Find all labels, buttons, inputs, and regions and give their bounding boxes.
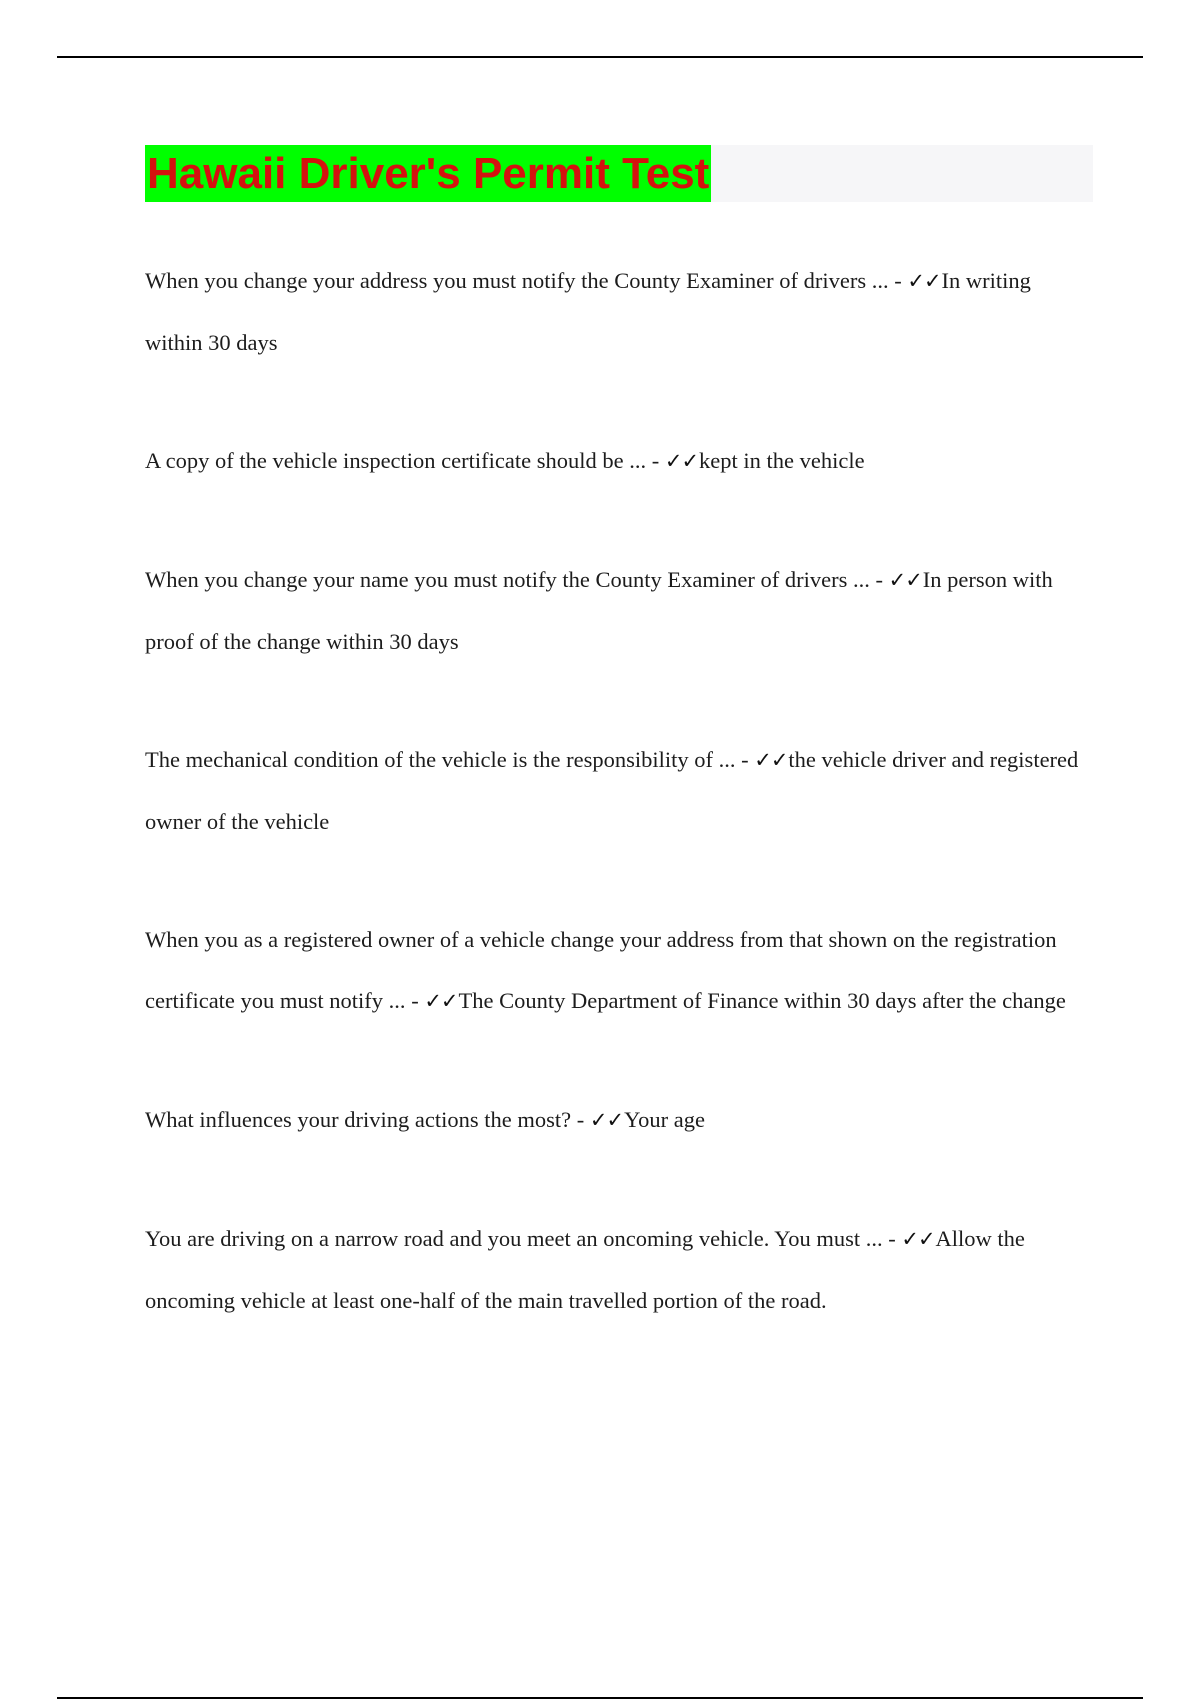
top-rule [57,56,1143,58]
bottom-rule [57,1697,1143,1699]
separator: - [735,747,755,772]
answer-text: The County Department of Finance within 30 days after the change [458,988,1066,1013]
double-check-icon: ✓✓ [901,1227,935,1251]
qa-item [145,549,1085,672]
question-text: A copy of the vehicle inspection certificate should be ... [145,448,647,473]
qa-item [145,1089,1085,1151]
double-check-icon: ✓✓ [664,449,699,473]
question-text: You are driving on a narrow road and you meet an oncoming vehicle. You must ... [145,1226,883,1251]
question-text: When you change your name you must notify the County Examiner of drivers ... [145,567,870,592]
answer-text: Allow the oncoming vehicle at least one-half of the main travelled portion of the road. [145,1226,1025,1313]
qa-item [145,729,1085,852]
answer-text: the vehicle driver and registered owner of the vehicle [145,747,1079,834]
answer-text: Your age [624,1107,705,1132]
question-text: When you change your address you must notify the County Examiner of drivers ... [145,268,889,293]
separator: - [405,988,425,1013]
separator: - [888,268,908,293]
qa-item [145,430,1085,492]
separator: - [882,1226,902,1251]
separator: - [571,1107,590,1132]
double-check-icon: ✓✓ [424,989,458,1013]
answer-text: In person with proof of the change within 30 days [145,567,1053,654]
double-check-icon: ✓✓ [907,269,941,293]
separator: - [869,567,889,592]
double-check-icon: ✓✓ [589,1108,624,1132]
question-text: The mechanical condition of the vehicle is the responsibility of ... [145,747,736,772]
question-text: What influences your driving actions the most? [145,1107,572,1132]
separator: - [646,448,665,473]
double-check-icon: ✓✓ [754,748,788,772]
question-answer-list [145,250,1085,1331]
answer-text: In writing within 30 days [145,268,1031,355]
qa-item [145,250,1085,373]
answer-text: kept in the vehicle [699,448,865,473]
question-text: When you as a registered owner of a vehicle change your address from that shown on the registration certificate you must notify ... [145,927,1057,1013]
qa-item [145,1208,1085,1331]
page-title: Hawaii Driver's Permit Test [145,145,711,202]
title-row [145,145,1093,202]
qa-item [145,909,1085,1032]
double-check-icon: ✓✓ [888,568,922,592]
